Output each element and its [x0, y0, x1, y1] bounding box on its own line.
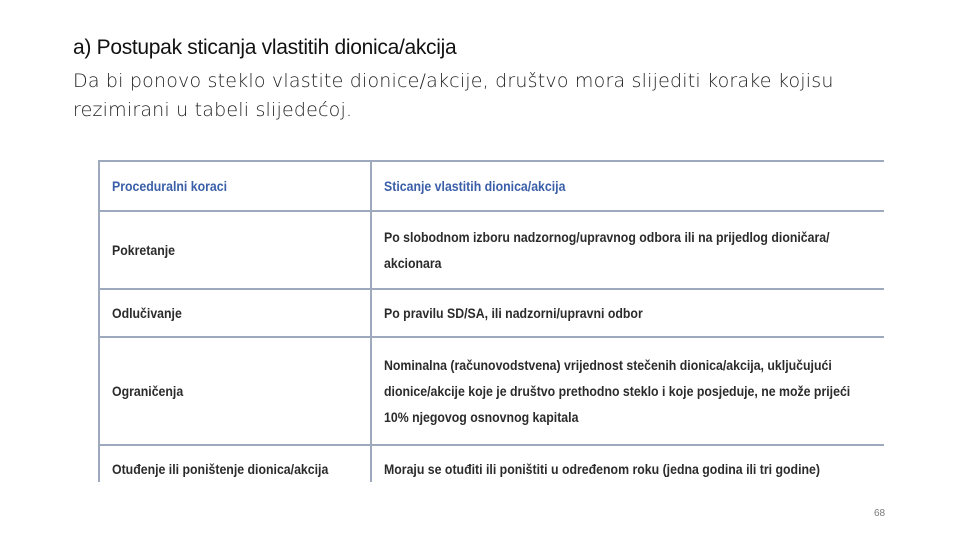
table-cell-description: Po slobodnom izboru nadzornog/upravnog odbora ili na prijedlog dioničara/ akcionara	[371, 211, 884, 289]
procedure-table	[100, 160, 884, 482]
page-number: 68	[874, 508, 886, 519]
table-header-cell: Proceduralni koraci	[100, 161, 371, 211]
procedure-table-image	[98, 160, 884, 482]
table-cell-step: Ograničenja	[100, 337, 371, 445]
slide-body-text: Da bi ponovo steklo vlastite dionice/akcije, društvo mora slijediti korake kojisu rezimirani u tabeli slijedećoj.	[73, 70, 834, 121]
slide-heading: a) Postupak sticanja vlastitih dionica/akcija	[73, 36, 457, 59]
table-cell-description: Po pravilu SD/SA, ili nadzorni/upravni odbor	[371, 289, 884, 337]
table-cell-step: Otuđenje ili poništenje dionica/akcija	[100, 445, 371, 482]
table-cell-description: Nominalna (računovodstvena) vrijednost stečenih dionica/akcija, uključujući dionice/akcije koje je društvo prethodno steklo i koje posjeduje, ne može prijeći 10% njegovog osnovnog kapitala	[371, 337, 884, 445]
table-row	[100, 289, 884, 337]
table-cell-step: Pokretanje	[100, 211, 371, 289]
table-header-cell: Sticanje vlastitih dionica/akcija	[371, 161, 884, 211]
table-cell-description: Moraju se otuđiti ili poništiti u određenom roku (jedna godina ili tri godine)	[371, 445, 884, 482]
table-row	[100, 211, 884, 289]
table-row	[100, 445, 884, 482]
table-cell-step: Odlučivanje	[100, 289, 371, 337]
table-row	[100, 337, 884, 445]
table-header-row	[100, 161, 884, 211]
